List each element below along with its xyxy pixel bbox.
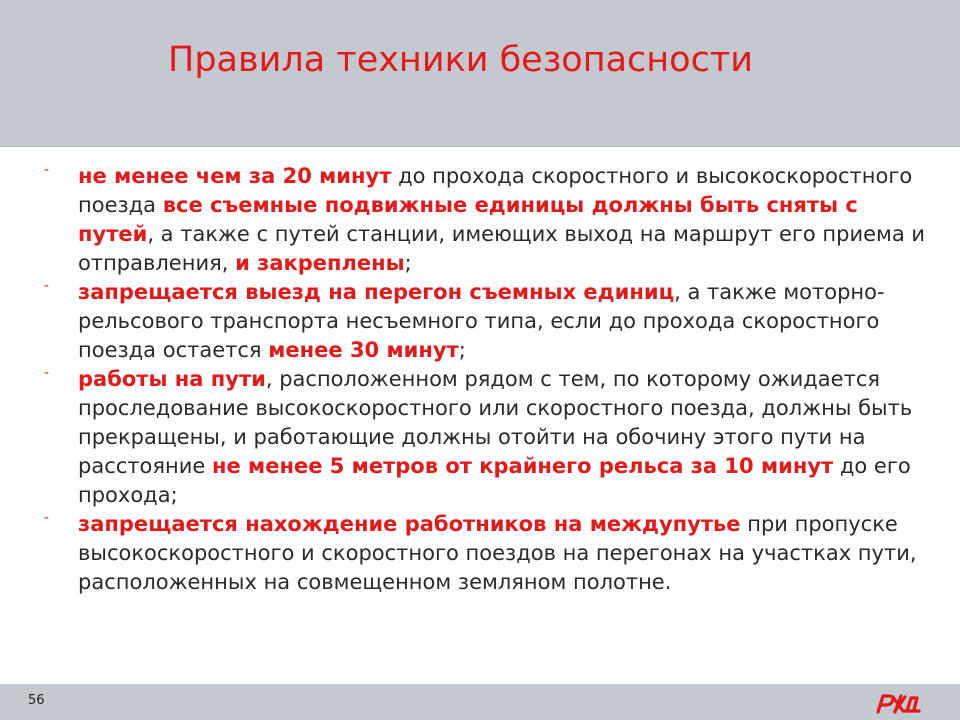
rule-highlight: все съемные подвижные единицы должны быть сняты с путей — [78, 193, 858, 246]
slide-title: Правила техники безопасности — [168, 40, 753, 80]
rule-plain-text: , а также с путей станции, имеющих выход на маршрут его приема и отправления, — [78, 222, 926, 275]
rule-plain-text: ; — [404, 251, 412, 275]
rules-list — [44, 162, 934, 597]
rule-highlight: запрещается выезд на перегон съемных единиц — [78, 280, 675, 304]
rule-highlight: не менее чем за 20 минут — [78, 164, 392, 188]
rule-item — [44, 162, 934, 278]
rule-item — [44, 365, 934, 510]
rule-plain-text: , а также моторно-рельсового транспорта несъемного типа, если до прохода скоростного поезда остается — [78, 280, 885, 362]
rule-item — [44, 278, 934, 365]
rule-text — [78, 162, 934, 278]
page-number: 56 — [28, 693, 45, 708]
rule-highlight: запрещается нахождение работников на междупутье — [78, 512, 741, 536]
rule-plain-text: ; — [458, 338, 466, 362]
bullet-dash: - — [44, 510, 50, 526]
rule-plain-text: до прохода скоростного и высокоскоростного поезда — [78, 164, 913, 217]
bullet-dash: - — [44, 162, 50, 178]
rule-text — [78, 278, 934, 365]
rule-text — [78, 510, 934, 597]
bullet-dash: - — [44, 365, 50, 381]
slide-footer — [0, 684, 960, 720]
rule-plain-text: до его прохода; — [78, 454, 911, 507]
bullet-dash: - — [44, 278, 50, 294]
slide-header — [0, 0, 960, 147]
rule-item — [44, 510, 934, 597]
rzd-logo-icon — [874, 690, 922, 716]
rule-highlight: и закреплены — [235, 251, 405, 275]
rule-highlight: работы на пути — [78, 367, 266, 391]
rule-highlight: менее 30 минут — [268, 338, 459, 362]
rule-text — [78, 365, 934, 510]
rule-highlight: не менее 5 метров от крайнего рельса за 10 минут — [211, 454, 834, 478]
rule-plain-text: , расположенном рядом с тем, по которому ожидается проследование высокоскоростного или скоростного поезда, должны быть прекращены, и работающие должны отойти на обочину этого пути на расстояние — [78, 367, 913, 478]
rule-plain-text: при пропуске высокоскоростного и скоростного поездов на перегонах на участках пути, расположенных на совмещенном земляном полотне. — [78, 512, 917, 594]
